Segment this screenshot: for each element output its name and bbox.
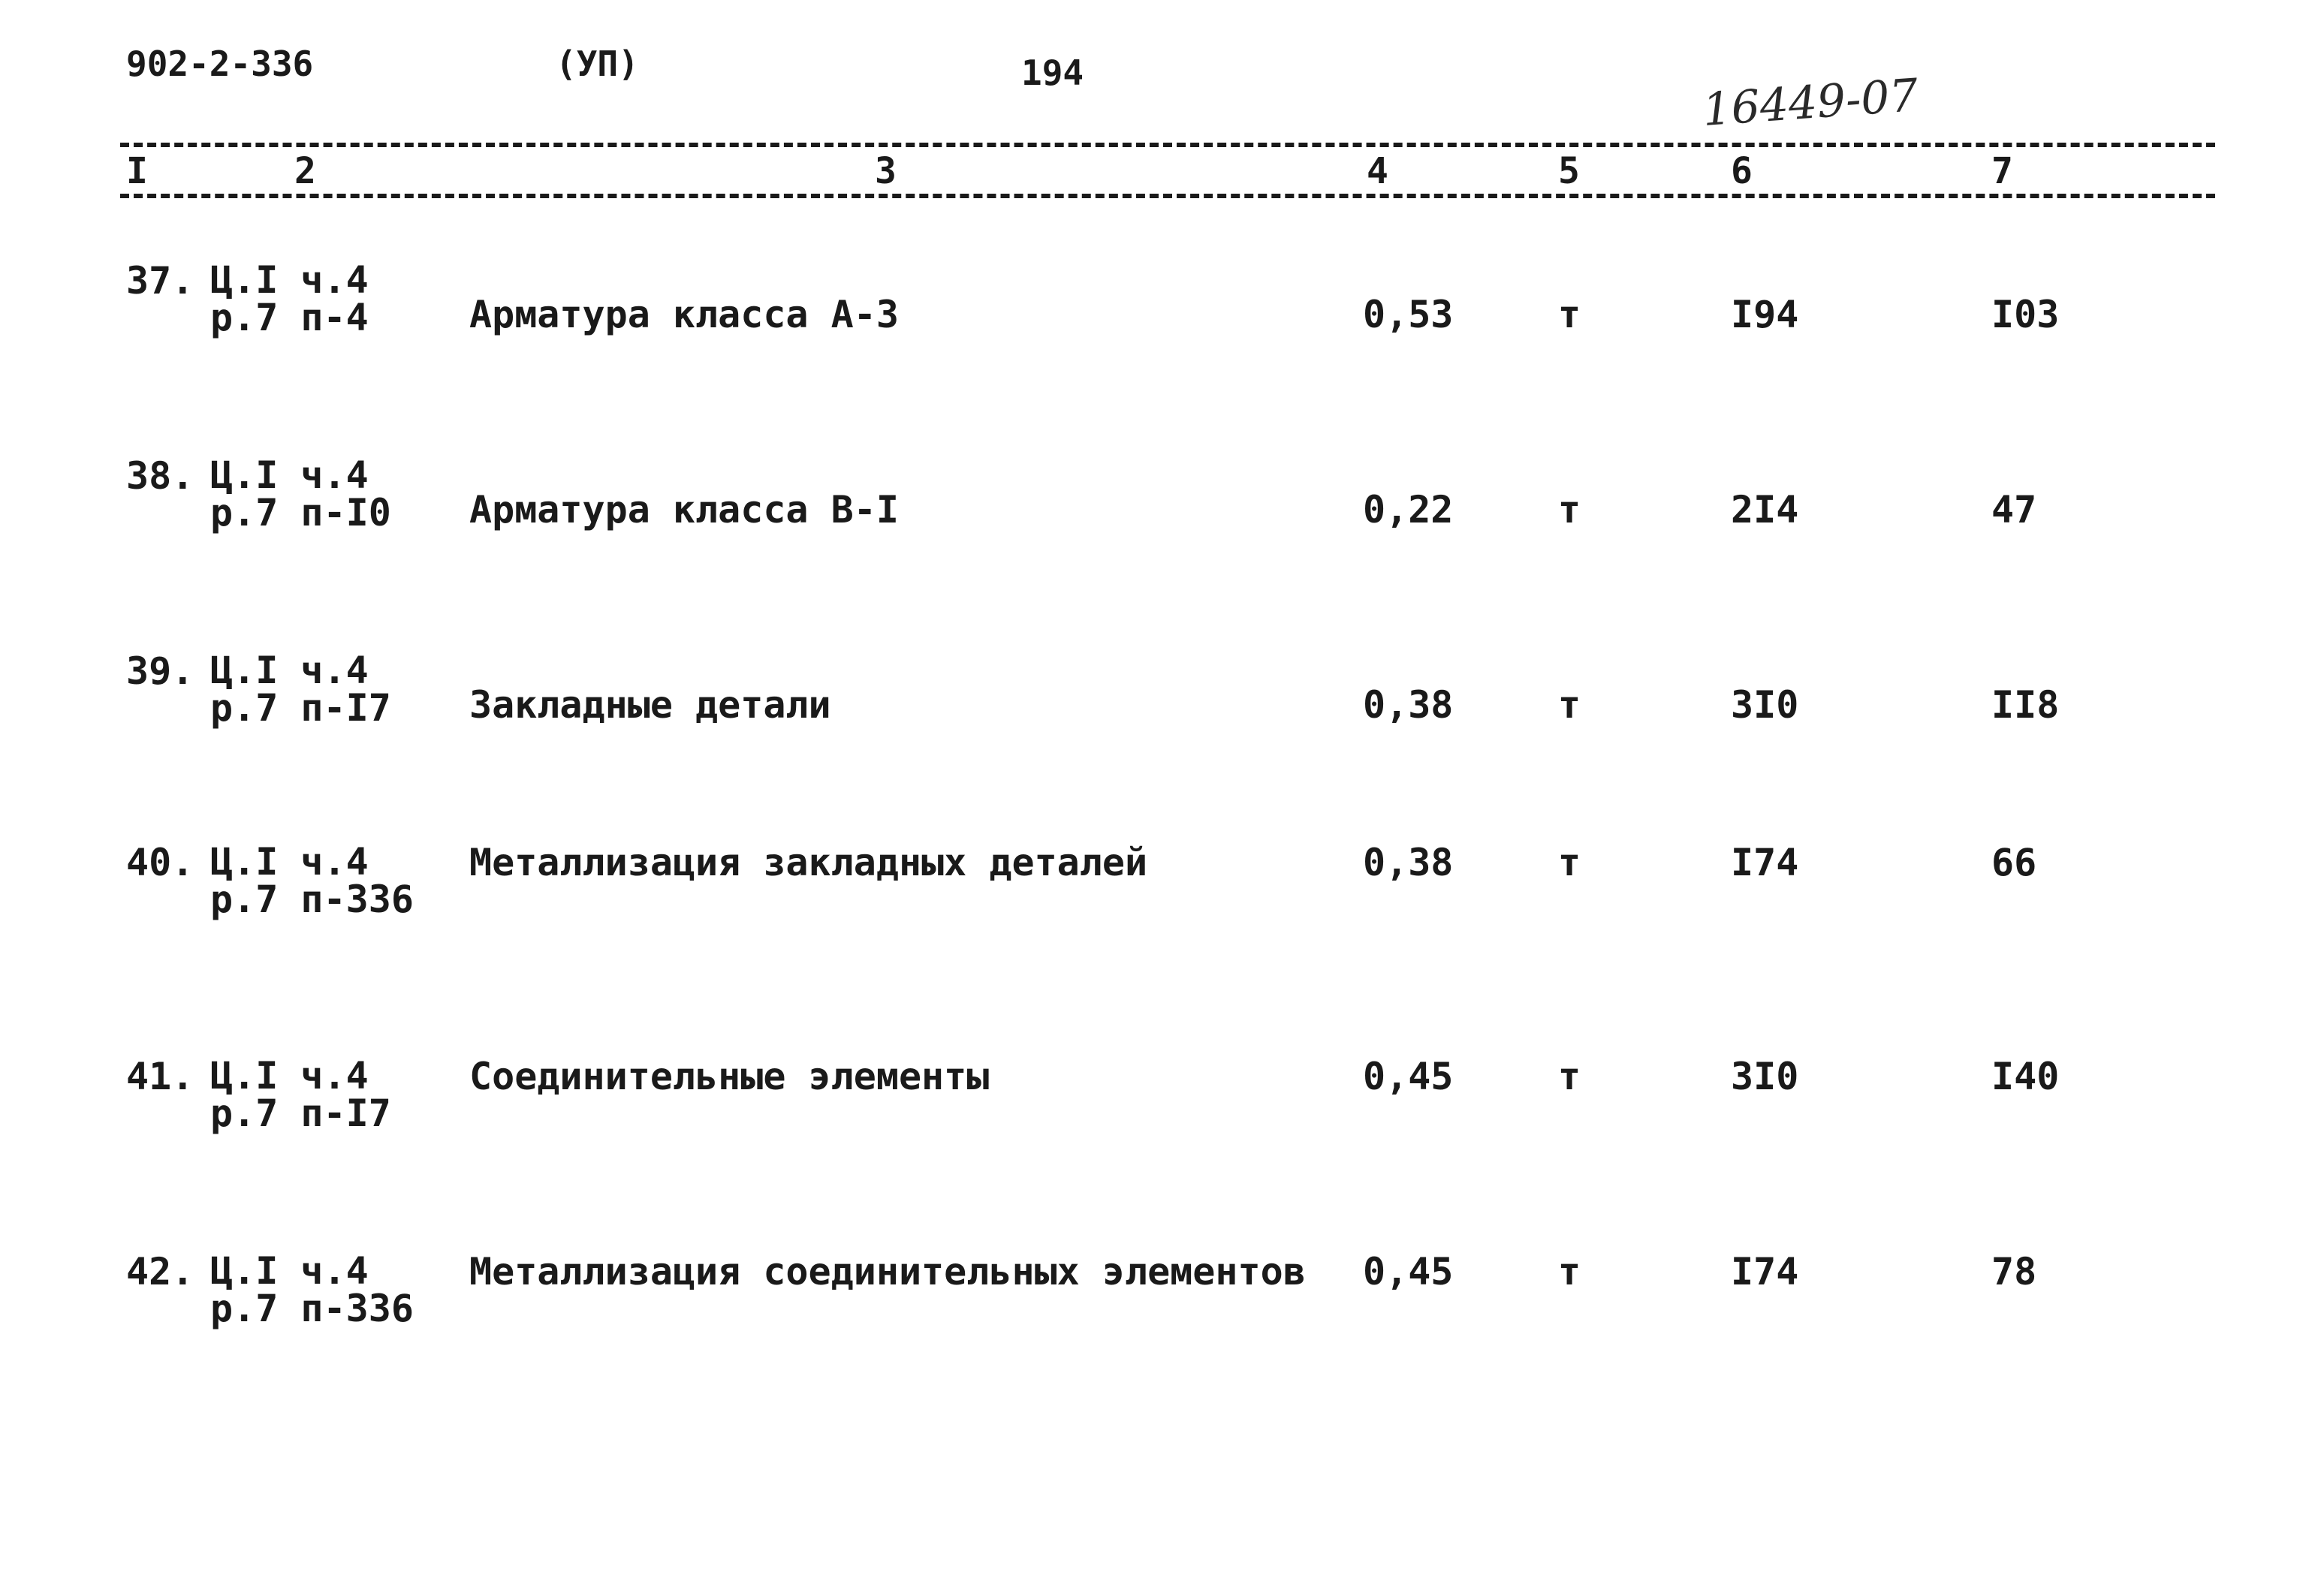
header-rule-top — [120, 143, 2215, 147]
unit-price: 3I0 — [1731, 683, 1799, 727]
table-row — [0, 1055, 2306, 1167]
quantity: 0,38 — [1363, 841, 1454, 884]
document-code: 902-2-336 — [126, 44, 314, 84]
row-number: 38. — [126, 454, 194, 498]
quantity: 0,22 — [1363, 488, 1454, 531]
reference-line-1: Ц.I ч.4 — [210, 649, 369, 692]
unit: т — [1558, 293, 1581, 336]
header-rule-bottom — [120, 194, 2215, 198]
reference-line-1: Ц.I ч.4 — [210, 1249, 369, 1293]
quantity: 0,53 — [1363, 293, 1454, 336]
unit: т — [1558, 683, 1581, 727]
column-number: 2 — [294, 150, 316, 192]
unit-price: I74 — [1731, 1250, 1799, 1293]
row-number: 42. — [126, 1250, 194, 1293]
unit-price: I94 — [1731, 293, 1799, 336]
handwritten-number: 16449-07 — [1701, 69, 1920, 137]
unit: т — [1558, 1250, 1581, 1293]
reference-line-1: Ц.I ч.4 — [210, 840, 369, 884]
reference-line-1: Ц.I ч.4 — [210, 453, 369, 497]
row-number: 40. — [126, 841, 194, 884]
column-number: I — [126, 150, 148, 192]
item-name: Арматура класса В-I — [469, 488, 899, 531]
total-cost: 47 — [1991, 488, 2037, 531]
total-cost: 66 — [1991, 841, 2037, 884]
total-cost: II8 — [1991, 683, 2060, 727]
reference-line-2: р.7 п-4 — [210, 296, 369, 339]
row-number: 41. — [126, 1055, 194, 1098]
table-row — [0, 454, 2306, 567]
item-name: Соединительные элементы — [469, 1055, 990, 1098]
page-number: 194 — [1021, 53, 1084, 93]
total-cost: I03 — [1991, 293, 2060, 336]
total-cost: I40 — [1991, 1055, 2060, 1098]
unit: т — [1558, 1055, 1581, 1098]
unit-price: I74 — [1731, 841, 1799, 884]
column-number: 6 — [1731, 150, 1753, 192]
row-number: 39. — [126, 649, 194, 693]
table-row — [0, 1250, 2306, 1363]
column-number: 3 — [875, 150, 897, 192]
item-name: Металлизация закладных деталей — [469, 841, 1148, 884]
table-row — [0, 259, 2306, 372]
quantity: 0,38 — [1363, 683, 1454, 727]
unit-price: 3I0 — [1731, 1055, 1799, 1098]
quantity: 0,45 — [1363, 1055, 1454, 1098]
item-name: Закладные детали — [469, 683, 831, 727]
column-number: 5 — [1558, 150, 1580, 192]
total-cost: 78 — [1991, 1250, 2037, 1293]
section-label: (УП) — [556, 44, 639, 84]
unit-price: 2I4 — [1731, 488, 1799, 531]
row-number: 37. — [126, 259, 194, 303]
reference-line-2: р.7 п-I0 — [210, 491, 391, 535]
reference-line-1: Ц.I ч.4 — [210, 258, 369, 302]
reference-line-1: Ц.I ч.4 — [210, 1054, 369, 1098]
table-row — [0, 649, 2306, 762]
reference-line-2: р.7 п-336 — [210, 1287, 414, 1330]
table-row — [0, 841, 2306, 953]
reference-line-2: р.7 п-336 — [210, 878, 414, 921]
unit: т — [1558, 488, 1581, 531]
item-name: Металлизация соединительных элементов — [469, 1250, 1306, 1293]
item-name: Арматура класса А-3 — [469, 293, 899, 336]
quantity: 0,45 — [1363, 1250, 1454, 1293]
reference-line-2: р.7 п-I7 — [210, 1092, 391, 1135]
unit: т — [1558, 841, 1581, 884]
column-number: 4 — [1367, 150, 1388, 192]
column-number: 7 — [1991, 150, 2013, 192]
reference-line-2: р.7 п-I7 — [210, 686, 391, 730]
